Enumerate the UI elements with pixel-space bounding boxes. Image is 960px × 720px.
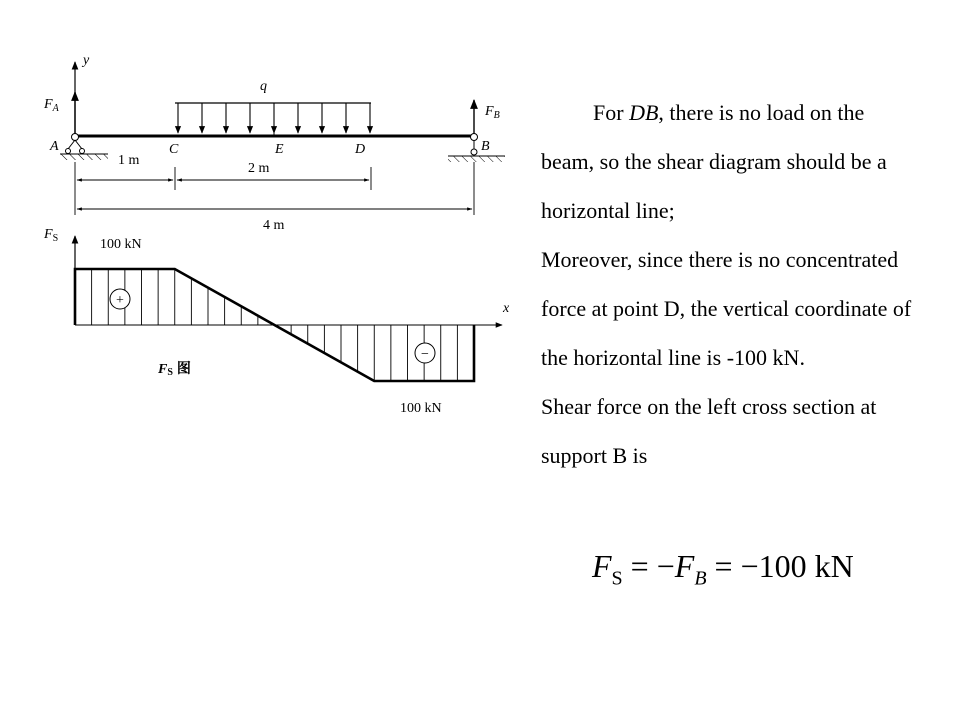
- shear-positive-value: 100 kN: [100, 237, 142, 252]
- point-label-e: E: [275, 142, 284, 157]
- explanation-text: [541, 88, 941, 480]
- load-label-q: q: [260, 79, 267, 94]
- force-label-a: $F_A$: [44, 97, 59, 114]
- point-label-b: B: [481, 139, 490, 154]
- paragraph-support-b: Shear force on the left cross section at support B is: [541, 394, 877, 468]
- dimension-label-ac: 1 m: [118, 153, 140, 168]
- x-axis-label: x: [503, 301, 510, 316]
- paragraph-point-d: Moreover, since there is no concentrated force at point D, the vertical coordinate of the horizontal line is -100 kN.: [541, 247, 912, 370]
- shear-force-formula: $F_S = -F_B = -100$ kN: [592, 548, 854, 590]
- shear-axis-label: $F_S$: [44, 227, 59, 244]
- support-b: [448, 134, 505, 163]
- dimension-label-ab: 4 m: [263, 218, 285, 233]
- point-label-c: C: [169, 142, 179, 157]
- point-label-a: A: [50, 139, 59, 154]
- y-axis-label: y: [83, 53, 90, 68]
- negative-sign: [415, 343, 435, 363]
- svg-text:+: +: [116, 293, 124, 308]
- force-label-b: $F_B$: [485, 104, 500, 121]
- paragraph-db-no-load: For DB, there is no load on the beam, so the shear diagram should be a horizontal line;: [541, 100, 887, 223]
- point-label-d: D: [355, 142, 366, 157]
- positive-sign: [110, 289, 130, 309]
- beam-shear-diagram: [0, 0, 530, 440]
- dimension-label-cd: 2 m: [248, 161, 270, 176]
- dimension-ac: [75, 162, 474, 215]
- shear-negative-value: 100 kN: [400, 401, 442, 416]
- svg-text:−: −: [421, 347, 429, 362]
- diagram-caption: FS 图: [158, 361, 191, 378]
